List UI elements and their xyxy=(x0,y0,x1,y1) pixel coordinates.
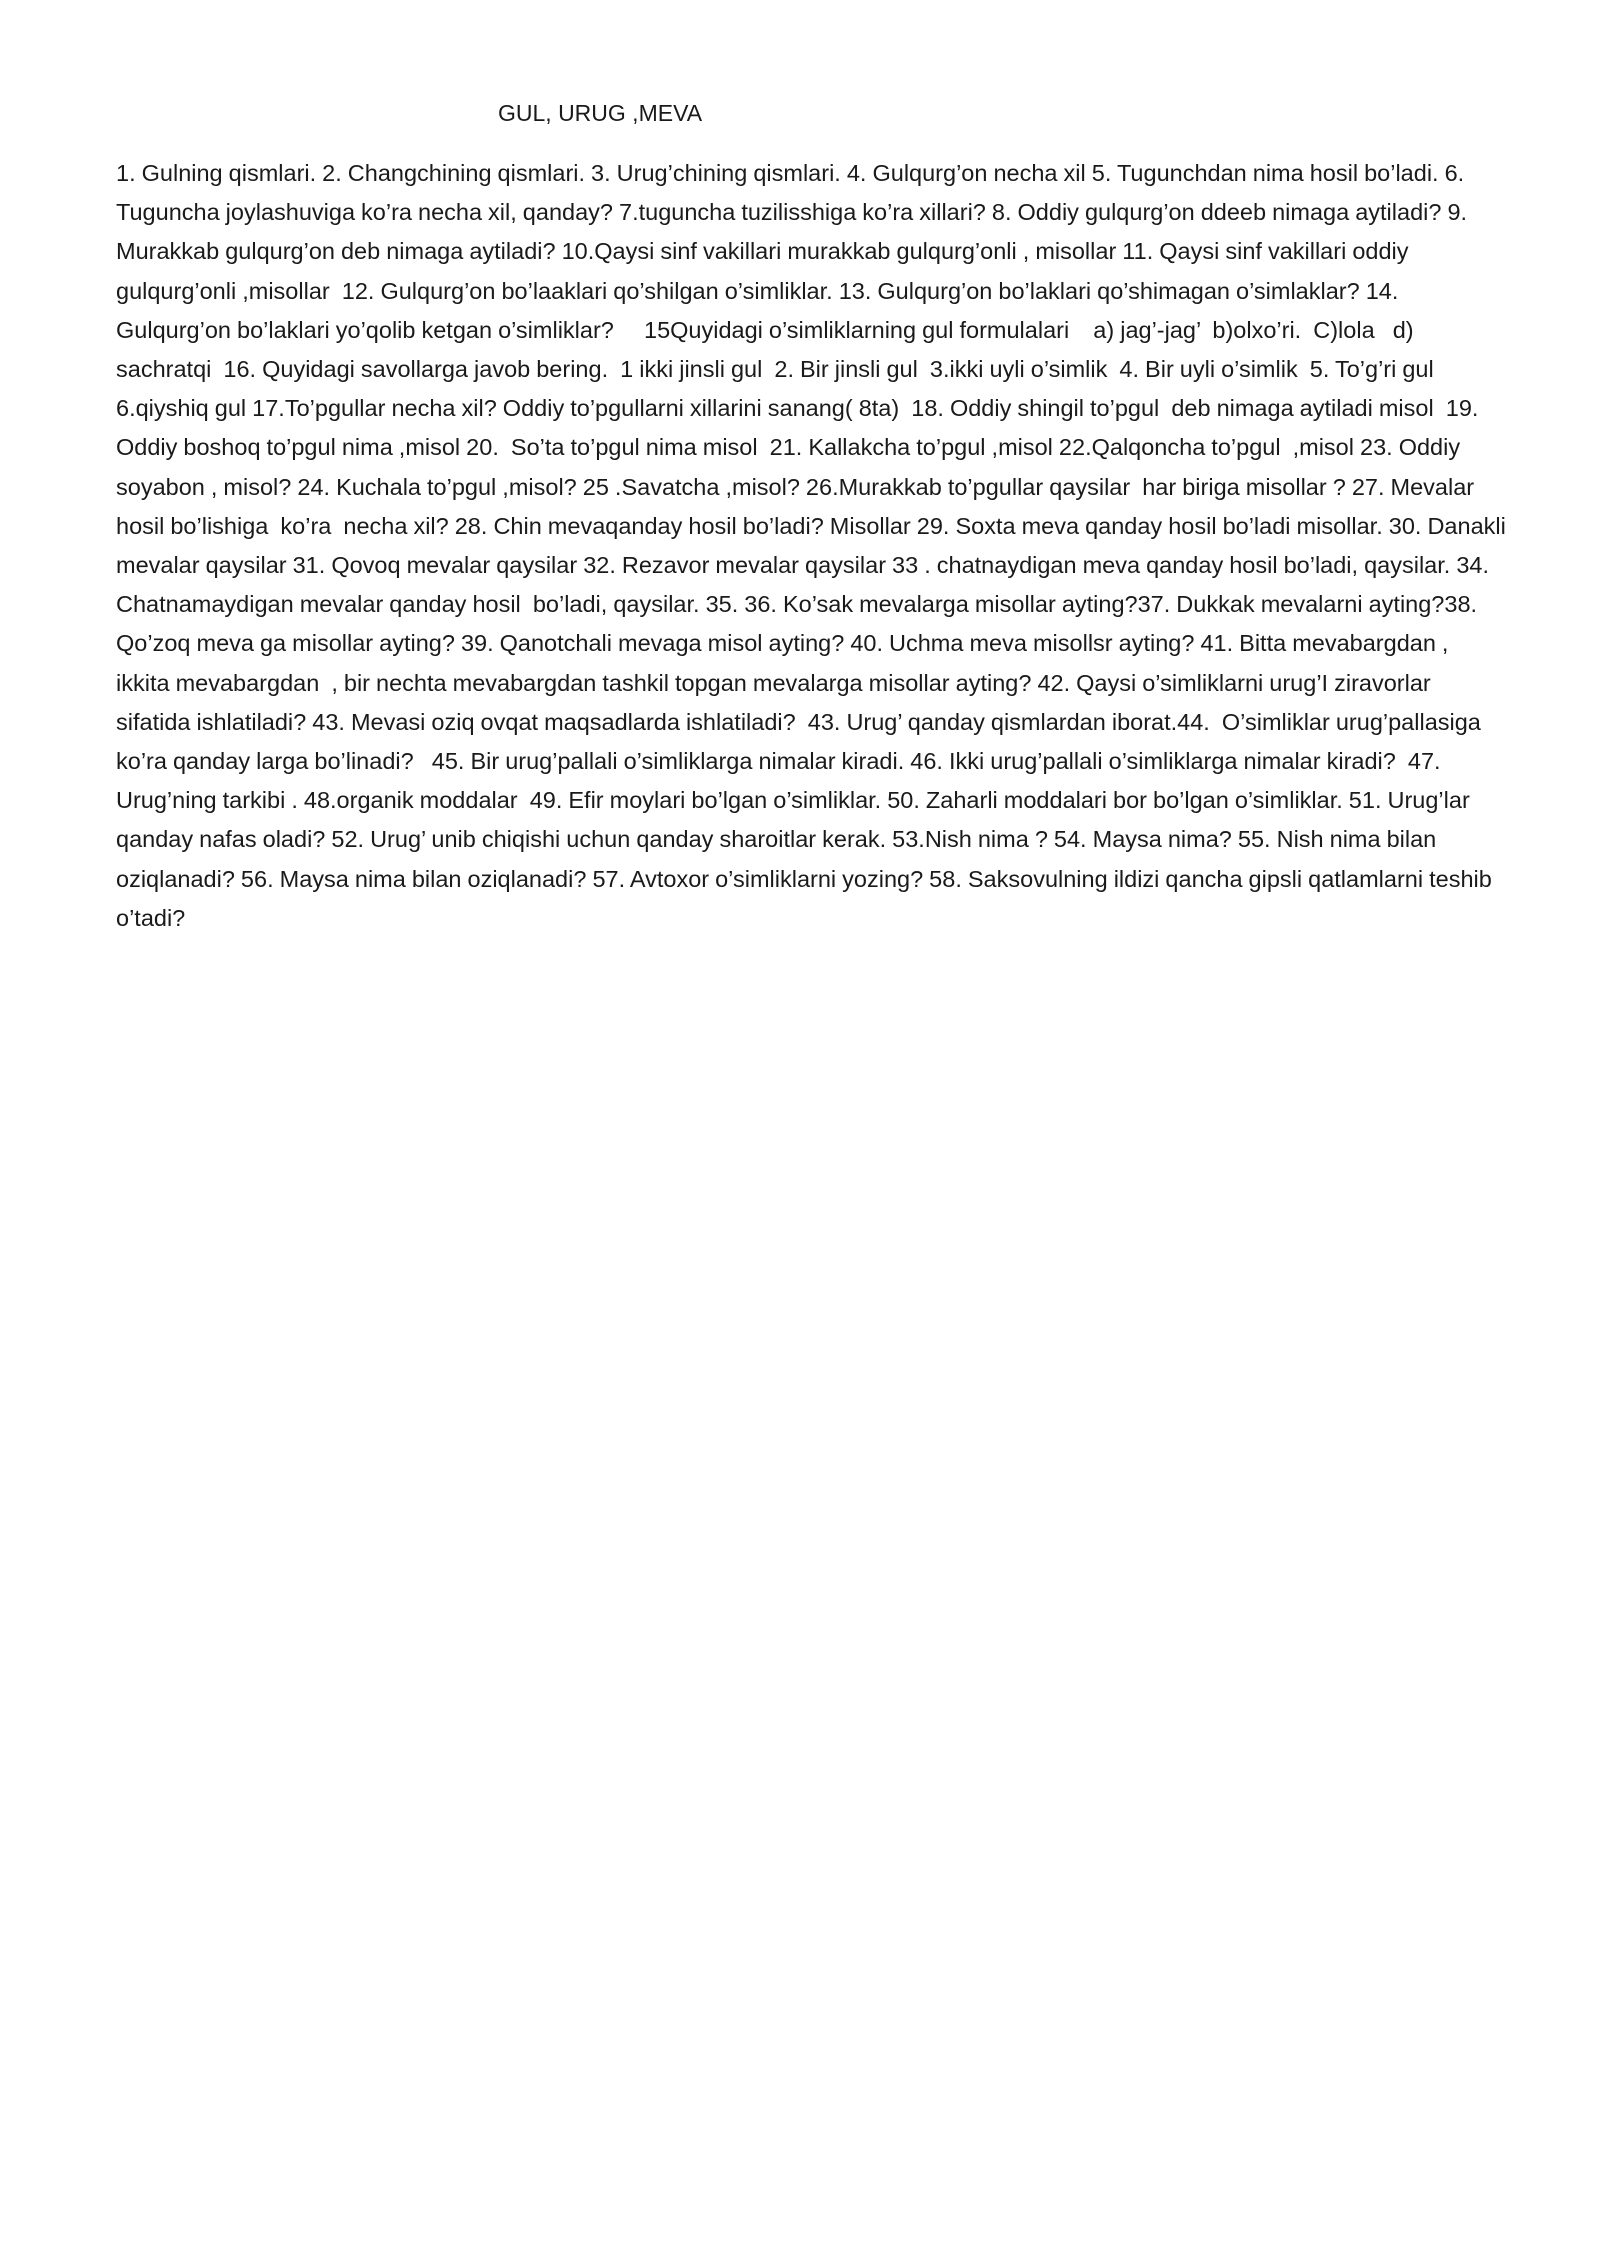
document-title: GUL, URUG ,MEVA xyxy=(498,100,703,126)
question-list-paragraph: 1. Gulning qismlari. 2. Changchining qismlari. 3. Urug’chining qismlari. 4. Gulqurg’on necha xil 5. Tugunchdan nima hosil bo’ladi. 6. Tuguncha joylashuviga ko’ra necha xil, qanday? 7.tuguncha tuzilisshiga ko’ra xillari? 8. Oddiy gulqurg’on ddeeb nimaga aytiladi? 9. Murakkab gulqurg’on deb nimaga aytiladi? 10.Qaysi sinf vakillari murakkab gulqurg’onli , misollar 11. Qaysi sinf vakillari oddiy gulqurg’onli ,misollar 12. Gulqurg’on bo’laaklari qo’shilgan o’simliklar. 13. Gulqurg’on bo’laklari qo’shimagan o’simlaklar? 14. Gulqurg’on bo’laklari yo’qolib ketgan o’simliklar? 15Quyidagi o’simliklarning gul formulalari a) jag’-jag’ b)olxo’ri. C)lola d) sachratqi 16. Quyidagi savollarga javob bering. 1 ikki jinsli gul 2. Bir jinsli gul 3.ikki uyli o’simlik 4. Bir uyli o’simlik 5. To’g’ri gul 6.qiyshiq gul 17.To’pgullar necha xil? Oddiy to’pgullarni xillarini sanang( 8ta) 18. Oddiy shingil to’pgul deb nimaga aytiladi misol 19. Oddiy boshoq to’pgul nima ,misol 20. So’ta to’pgul nima misol 21. Kallakcha to’pgul ,misol 22.Qalqoncha to’pgul ,misol 23. Oddiy soyabon , misol? 24. Kuchala to’pgul ,misol? 25 .Savatcha ,misol? 26.Murakkab to’pgullar qaysilar har biriga misollar ? 27. Mevalar hosil bo’lishiga ko’ra necha xil? 28. Chin mevaqanday hosil bo’ladi? Misollar 29. Soxta meva qanday hosil bo’ladi misollar. 30. Danakli mevalar qaysilar 31. Qovoq mevalar qaysilar 32. Rezavor mevalar qaysilar 33 . chatnaydigan meva qanday hosil bo’ladi, qaysilar. 34. Chatnamaydigan mevalar qanday hosil bo’ladi, qaysilar. 35. 36. Ko’sak mevalarga misollar ayting?37. Dukkak mevalarni ayting?38. Qo’zoq meva ga misollar ayting? 39. Qanotchali mevaga misol ayting? 40. Uchma meva misollsr ayting? 41. Bitta mevabargdan , ikkita mevabargdan , bir nechta mevabargdan tashkil topgan mevalarga misollar ayting? 42. Qaysi o’simliklarni urug’I ziravorlar sifatida ishlatiladi? 43. Mevasi oziq ovqat maqsadlarda ishlatiladi? 43. Urug’ qanday qismlardan iborat.44. O’simliklar urug’pallasiga ko’ra qanday larga bo’linadi? 45. Bir urug’pallali o’simliklarga nimalar kiradi. 46. Ikki urug’pallali o’simliklarga nimalar kiradi? 47. Urug’ning tarkibi . 48.organik moddalar 49. Efir moylari bo’lgan o’simliklar. 50. Zaharli moddalari bor bo’lgan o’simliklar. 51. Urug’lar qanday nafas oladi? 52. Urug’ unib chiqishi uchun qanday sharoitlar kerak. 53.Nish nima ? 54. Maysa nima? 55. Nish nima bilan oziqlanadi? 56. Maysa nima bilan oziqlanadi? 57. Avtoxor o’simliklarni yozing? 58. Saksovulning ildizi qancha gipsli qatlamlarni teshib o’tadi? xyxy=(116,160,1512,931)
